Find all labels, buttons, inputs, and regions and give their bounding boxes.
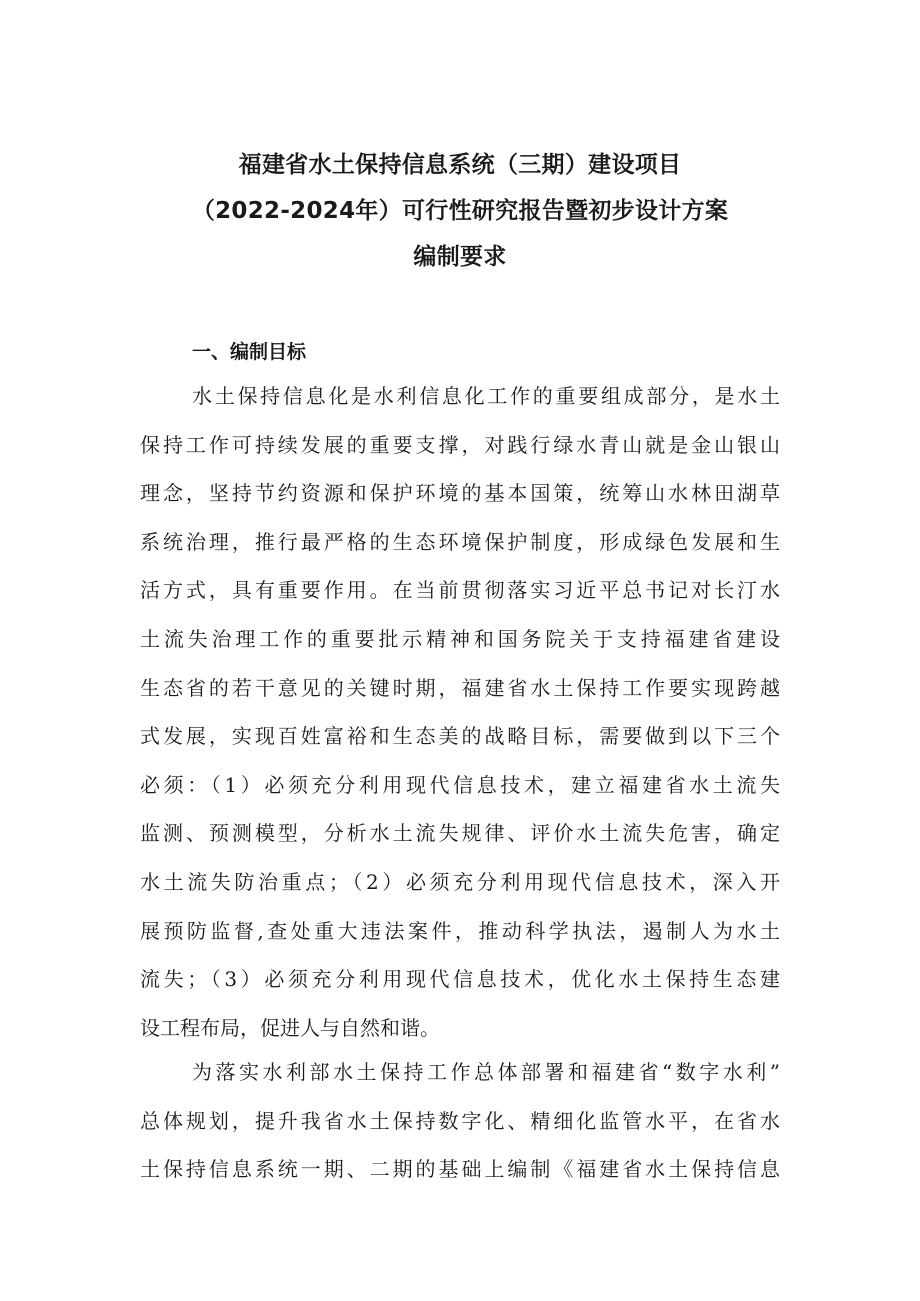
paragraph-line: 理念，坚持节约资源和保护环境的基本国策，统筹山水林田湖草 <box>140 481 780 506</box>
paragraph-line: 活方式，具有重要作用。在当前贯彻落实习近平总书记对长汀水 <box>140 578 780 603</box>
paragraph-2 <box>140 1048 780 1194</box>
section-heading: 一、编制目标 <box>192 341 307 363</box>
document-title <box>0 142 920 280</box>
paragraph-line: 生态省的若干意见的关键时期，福建省水土保持工作要实现跨越 <box>140 675 780 700</box>
title-line-3: 编制要求 <box>413 244 507 270</box>
paragraph-line: 流失；（3）必须充分利用现代信息技术，优化水土保持生态建 <box>140 967 780 992</box>
paragraph-line: 系统治理，推行最严格的生态环境保护制度，形成绿色发展和生 <box>140 529 780 554</box>
paragraph-line: 土流失治理工作的重要批示精神和国务院关于支持福建省建设 <box>140 626 780 651</box>
paragraph-line: 水土流失防治重点；（2）必须充分利用现代信息技术，深入开 <box>140 869 780 894</box>
paragraph-line: 必须：（1）必须充分利用现代信息技术，建立福建省水土流失 <box>140 772 780 797</box>
paragraph-line: 水土保持信息化是水利信息化工作的重要组成部分，是水土 <box>192 384 780 408</box>
paragraph-line: 土保持信息系统一期、二期的基础上编制《福建省水土保持信息 <box>140 1157 780 1182</box>
paragraph-line: 展预防监督,查处重大违法案件，推动科学执法，遏制人为水土 <box>140 918 780 943</box>
paragraph-line: 设工程布局，促进人与自然和谐。 <box>140 1015 440 1040</box>
paragraph-line: 式发展，实现百姓富裕和生态美的战略目标，需要做到以下三个 <box>140 724 780 749</box>
paragraph-1 <box>140 372 780 1052</box>
title-line-1: 福建省水土保持信息系统（三期）建设项目 <box>238 152 682 178</box>
title-line-2: （2022-2024年）可行性研究报告暨初步设计方案 <box>191 198 729 224</box>
paragraph-line: 为落实水利部水土保持工作总体部署和福建省“数字水利” <box>192 1060 780 1084</box>
paragraph-line: 监测、预测模型，分析水土流失规律、评价水土流失危害，确定 <box>140 821 780 846</box>
paragraph-line: 总体规划，提升我省水土保持数字化、精细化监管水平，在省水 <box>140 1108 780 1133</box>
paragraph-line: 保持工作可持续发展的重要支撑，对践行绿水青山就是金山银山 <box>140 432 780 457</box>
